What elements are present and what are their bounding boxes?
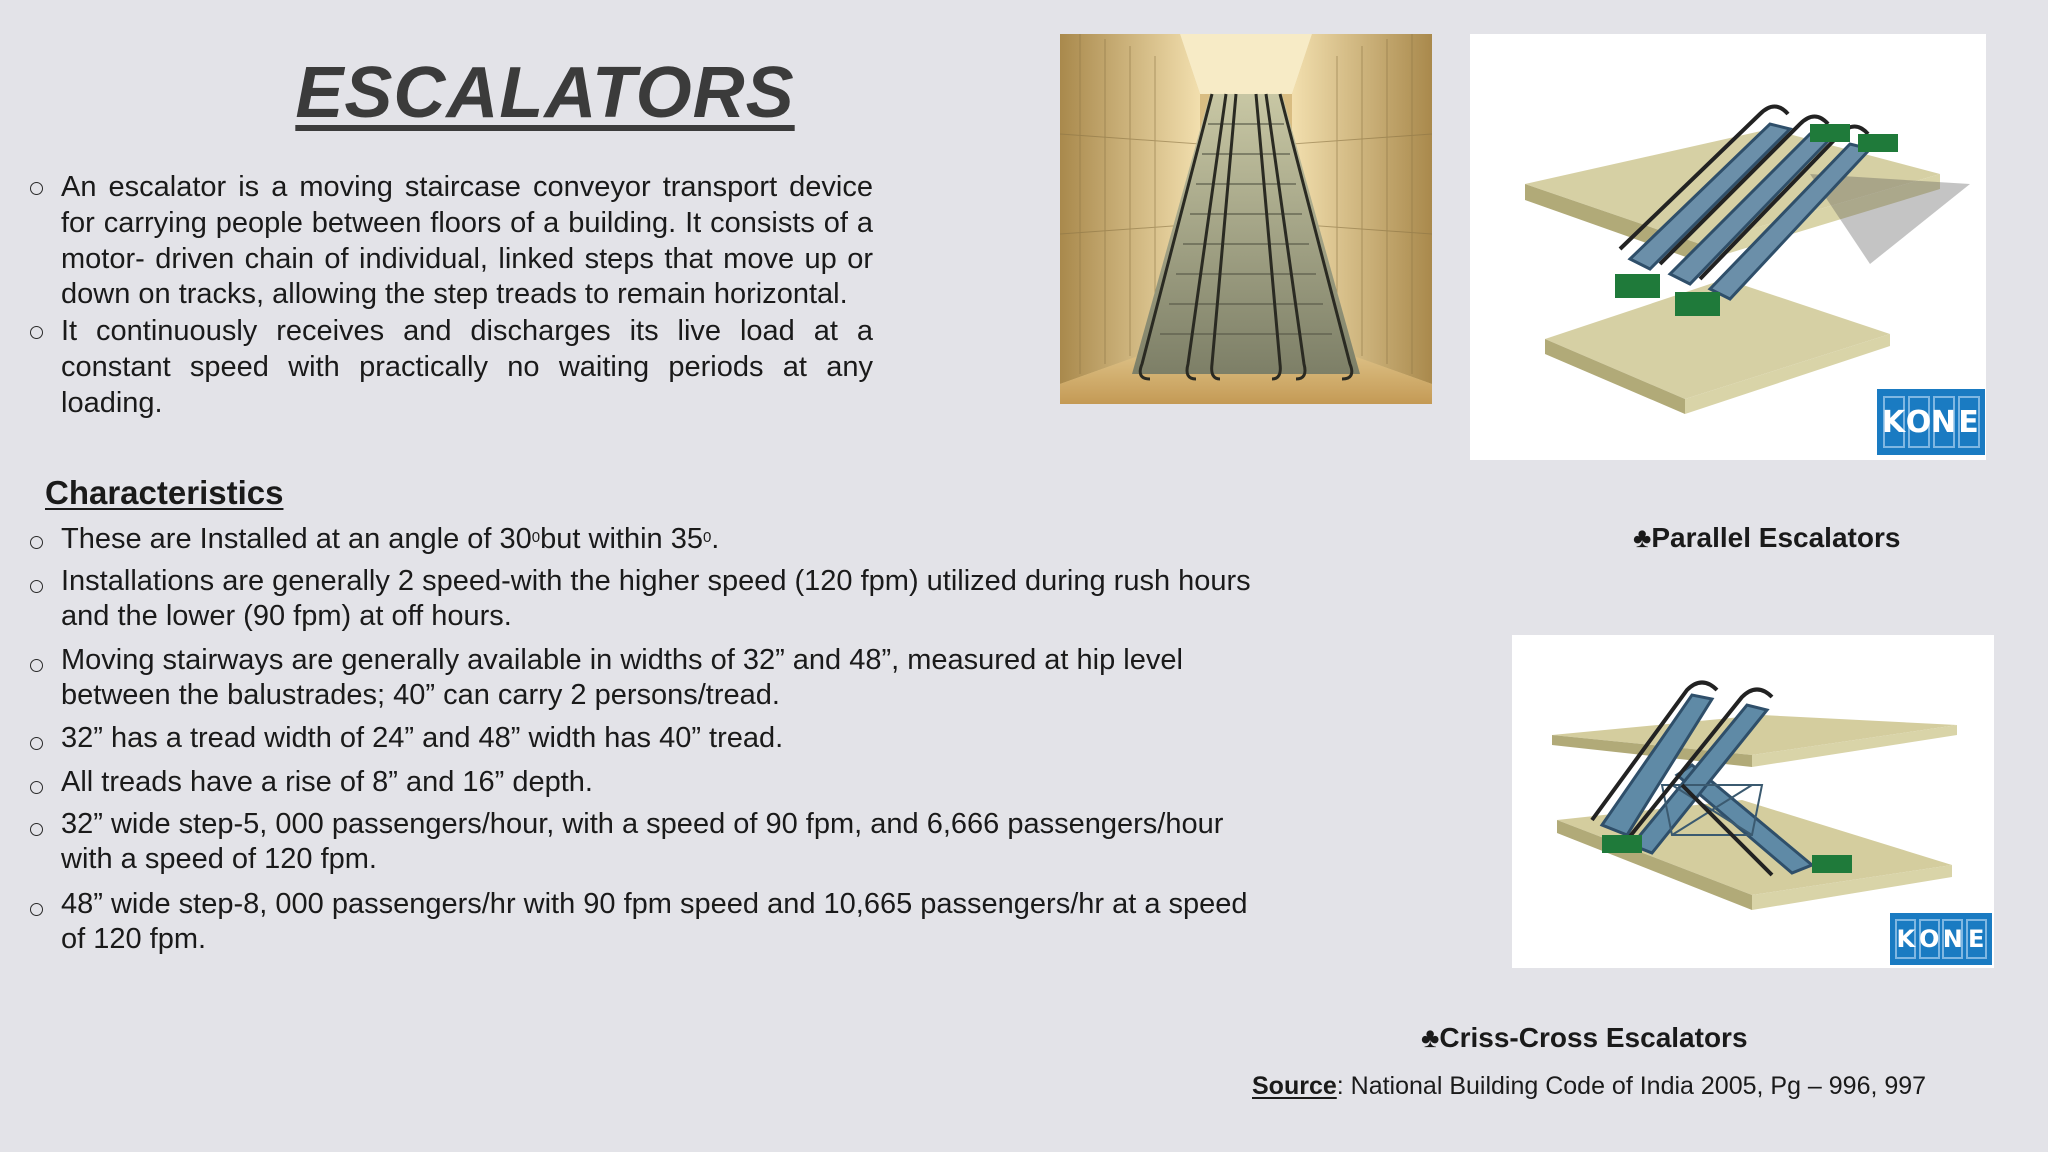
rise-text: All treads have a rise of 8” and 16” depth. — [61, 766, 593, 798]
parallel-escalators-caption: ♣Parallel Escalators — [1633, 522, 1901, 553]
source-text: : National Building Code of India 2005, Pg – 996, 997 — [1336, 1072, 1927, 1100]
characteristic-item-capacity-48 — [30, 887, 1260, 958]
intro-item — [30, 170, 873, 313]
characteristic-item-capacity-32 — [30, 807, 1260, 878]
widths-text: Moving stairways are generally available in widths of 32” and 48”, measured at hip level between the balustrades; 40” can carry 2 persons/tread. — [61, 643, 1183, 711]
characteristic-item-rise — [30, 765, 1260, 801]
circle-bullet-icon — [30, 659, 43, 672]
parallel-escalator-diagram — [1470, 34, 1986, 460]
logo-letter: N — [1942, 919, 1963, 960]
characteristic-item-tread — [30, 721, 1260, 757]
intro-item-text: An escalator is a moving staircase conveyor transport device for carrying people between floors of a building. It consists of a motor- driven chain of individual, linked steps that move up or down on tracks, allowing the step treads to remain horizontal. — [61, 171, 873, 311]
intro-list — [30, 170, 873, 423]
tread-text: 32” has a tread width of 24” and 48” width has 40” tread. — [61, 721, 784, 754]
circle-bullet-icon — [30, 580, 43, 593]
characteristics-list — [30, 520, 1260, 958]
slide-title: ESCALATORS — [295, 53, 795, 133]
intro-item-text: It continuously receives and discharges its live load at a constant speed with practically no waiting periods at any loading. — [61, 315, 873, 419]
characteristic-item-widths — [30, 643, 1260, 714]
source-label: Source — [1252, 1072, 1337, 1100]
logo-letter: N — [1933, 396, 1955, 447]
circle-bullet-icon — [30, 536, 43, 549]
escalator-photo — [1060, 34, 1432, 404]
source-citation — [1252, 1072, 1926, 1101]
logo-letter: O — [1919, 919, 1940, 960]
circle-bullet-icon — [30, 326, 43, 339]
angle-text-mid: but within 35 — [540, 523, 703, 555]
crisscross-escalator-diagram — [1512, 635, 1994, 968]
circle-bullet-icon — [30, 903, 43, 916]
characteristic-item-speed — [30, 564, 1260, 635]
logo-letter: O — [1908, 396, 1930, 447]
logo-letter: E — [1958, 396, 1980, 447]
circle-bullet-icon — [30, 737, 43, 750]
circle-bullet-icon — [30, 182, 43, 195]
characteristic-item-angle — [30, 520, 1260, 558]
logo-letter: K — [1883, 396, 1905, 447]
characteristics-heading: Characteristics — [45, 474, 284, 511]
capacity-32-text: 32” wide step-5, 000 passengers/hour, with a speed of 90 fpm, and 6,666 passengers/hour with a speed of 120 fpm. — [61, 807, 1224, 875]
capacity-48-text: 48” wide step-8, 000 passengers/hr with 90 fpm speed and 10,665 passengers/hr at a speed of 120 fpm. — [61, 887, 1248, 955]
logo-letter: E — [1966, 919, 1987, 960]
logo-letter: K — [1895, 919, 1916, 960]
circle-bullet-icon — [30, 823, 43, 836]
angle-text-end: . — [711, 523, 720, 555]
angle-text: These are Installed at an angle of 30 — [61, 523, 532, 555]
kone-logo — [1877, 389, 1985, 455]
degree-superscript: 0 — [702, 529, 712, 546]
kone-logo — [1890, 913, 1992, 965]
crisscross-escalators-caption: ♣Criss-Cross Escalators — [1421, 1022, 1748, 1053]
intro-item — [30, 314, 873, 421]
degree-superscript: 0 — [531, 529, 541, 546]
speed-text: Installations are generally 2 speed-with the higher speed (120 fpm) utilized during rush hours and the lower (90 fpm) at off hours. — [61, 564, 1251, 632]
circle-bullet-icon — [30, 781, 43, 794]
